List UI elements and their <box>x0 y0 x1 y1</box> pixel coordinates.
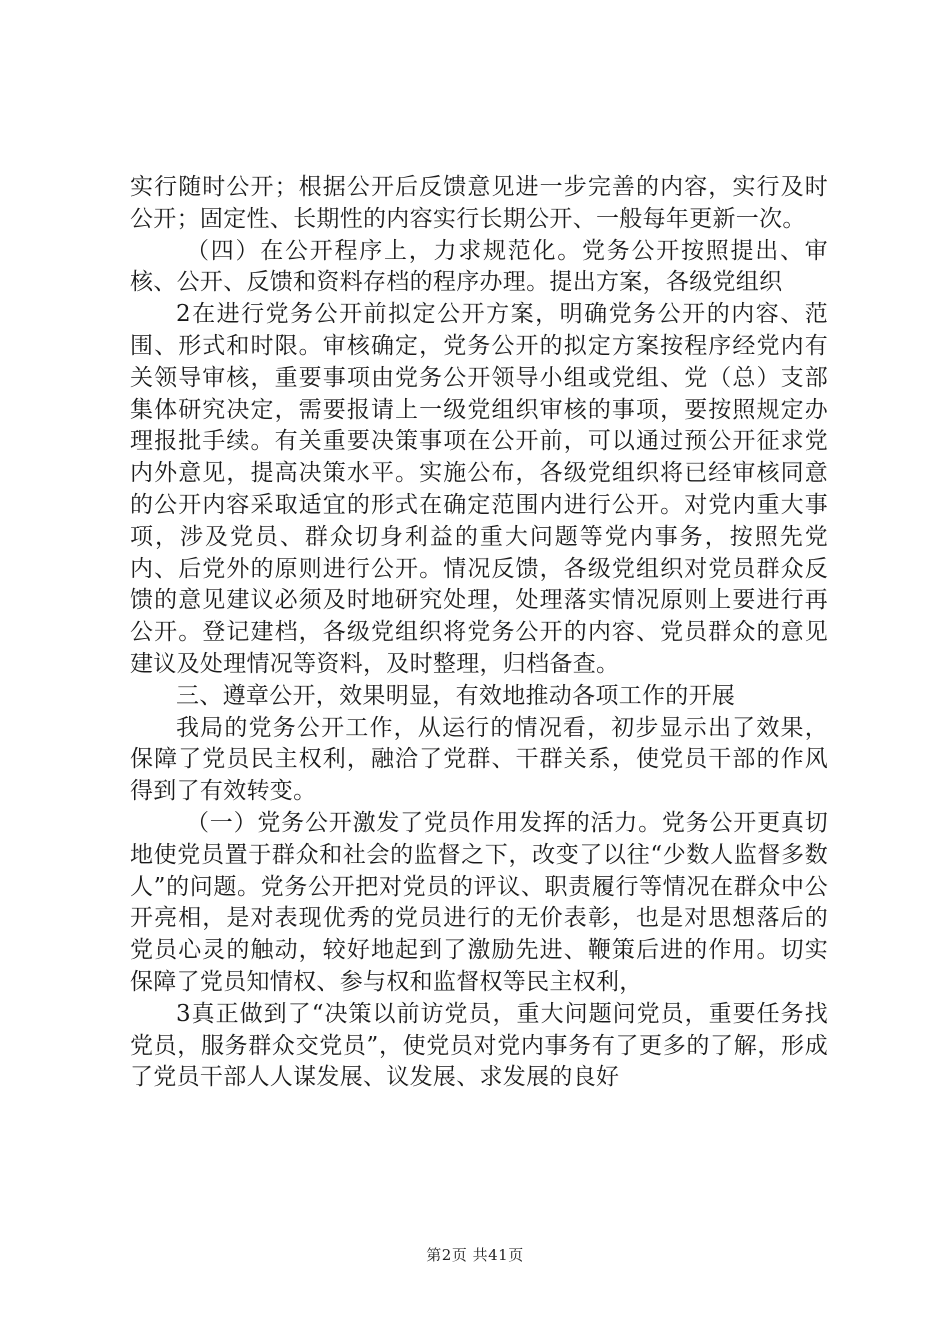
paragraph-3: 2在进行党务公开前拟定公开方案，明确党务公开的内容、范围、形式和时限。审核确定，党务公开的拟定方案按程序经党内有关领导审核，重要事项由党务公开领导小组或党组、党（总）支部集体研究决定，需要报请上一级党组织审核的事项，要按照规定办理报批手续。有关重要决策事项在公开前，可以通过预公开征求党内外意见，提高决策水平。实施公布，各级党组织将已经审核同意的公开内容采取适宜的形式在确定范围内进行公开。对党内重大事项，涉及党员、群众切身利益的重大问题等党内事务，按照先党内、后党外的原则进行公开。情况反馈，各级党组织对党员群众反馈的意见建议必须及时地研究处理，处理落实情况原则上要进行再公开。登记建档，各级党组织将党务公开的内容、党员群众的意见建议及处理情况等资料，及时整理，归档备查。 <box>130 301 828 677</box>
page-number-footer: 第2页 共41页 <box>426 1246 524 1264</box>
paragraph-6: 3真正做到了“决策以前访党员，重大问题问党员，重要任务找党员，服务群众交党员”，使党员对党内事务有了更多的了解，形成了党员干部人人谋发展、议发展、求发展的良好 <box>130 1000 828 1091</box>
paragraph-5: （一）党务公开激发了党员作用发挥的活力。党务公开更真切地使党员置于群众和社会的监督之下，改变了以往“少数人监督多数人”的问题。党务公开把对党员的评议、职责履行等情况在群众中公开亮相，是对表现优秀的党员进行的无价表彰，也是对思想落后的党员心灵的触动，较好地起到了激励先进、鞭策后进的作用。切实保障了党员知情权、参与权和监督权等民主权利， <box>130 809 828 995</box>
paragraph-4: 我局的党务公开工作，从运行的情况看，初步显示出了效果，保障了党员民主权利，融洽了党群、干群关系，使党员干部的作风得到了有效转变。 <box>130 714 828 805</box>
document-body <box>130 172 828 1094</box>
paragraph-2: （四）在公开程序上，力求规范化。党务公开按照提出、审核、公开、反馈和资料存档的程序办理。提出方案，各级党组织 <box>130 237 828 296</box>
paragraph-1: 实行随时公开；根据公开后反馈意见进一步完善的内容，实行及时公开；固定性、长期性的内容实行长期公开、一般每年更新一次。 <box>130 174 828 232</box>
section-heading: 三、遵章公开，效果明显，有效地推动各项工作的开展 <box>176 682 736 709</box>
